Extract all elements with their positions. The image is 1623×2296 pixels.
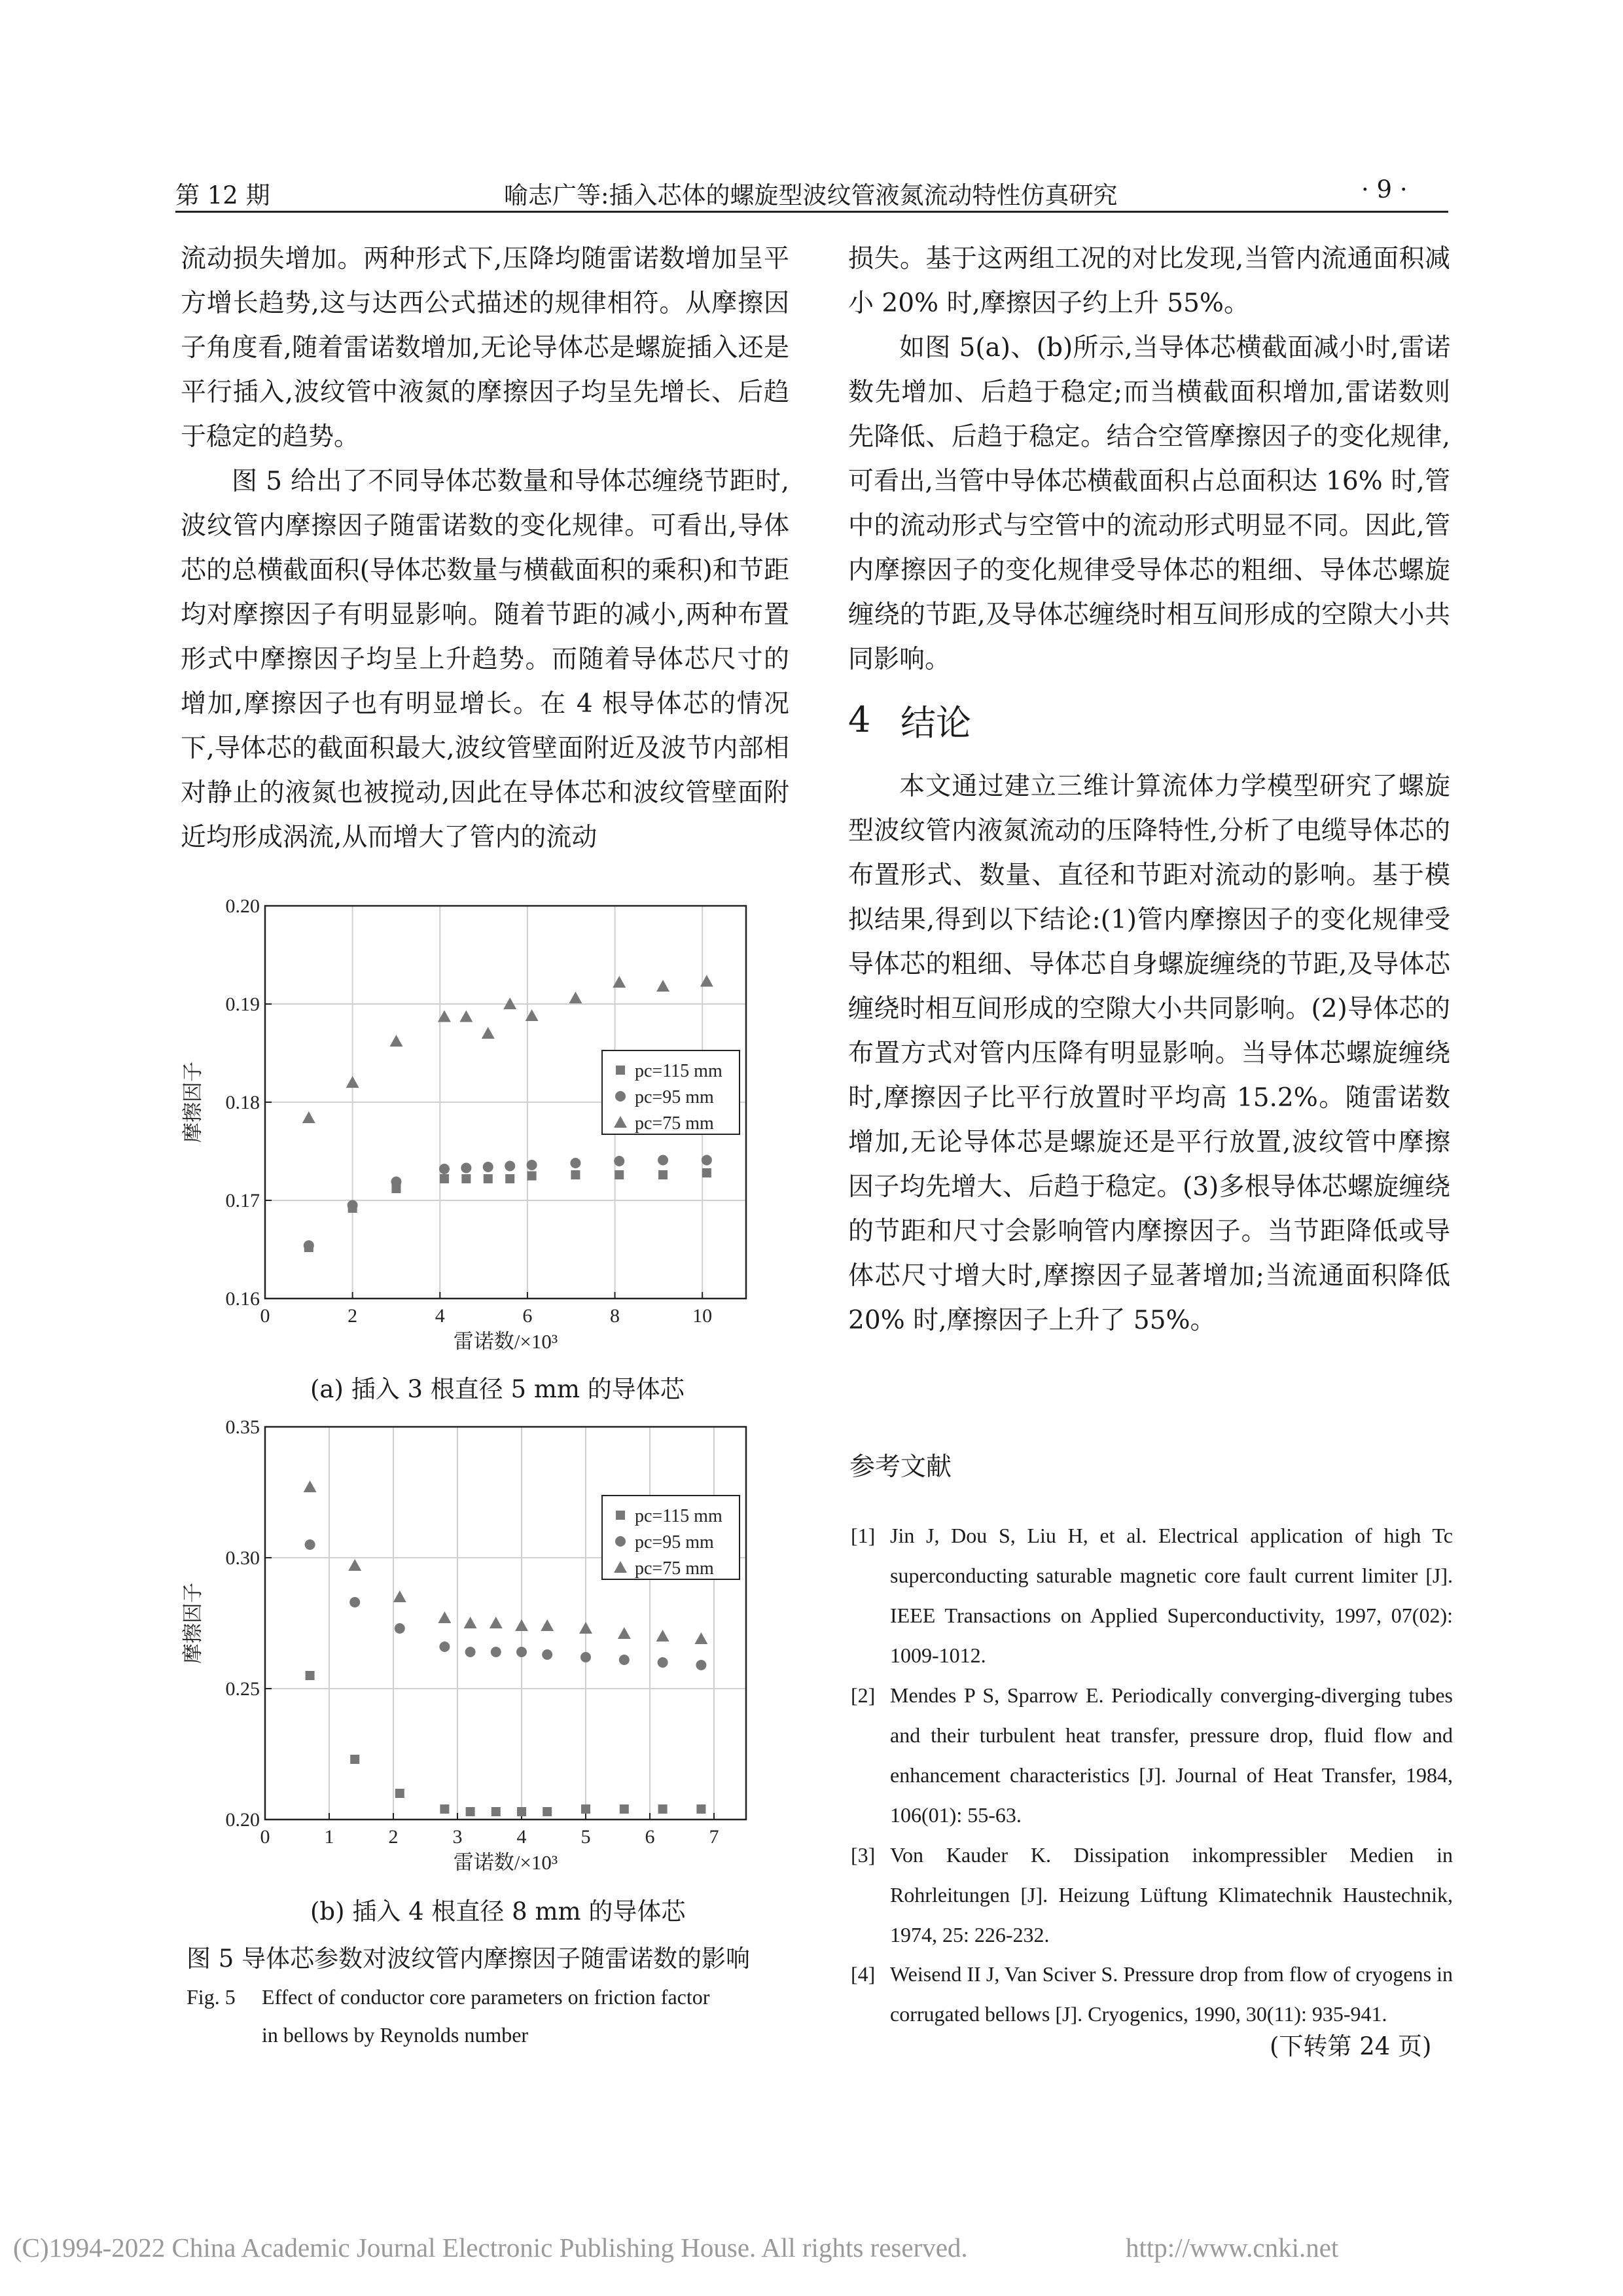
data-point <box>620 1804 629 1814</box>
y-tick-label: 0.35 <box>225 1420 260 1438</box>
data-point <box>619 1655 630 1665</box>
x-tick-label: 5 <box>580 1826 591 1848</box>
paragraph: 如图 5(a)、(b)所示,当导体芯横截面减小时,雷诺数先增加、后趋于稳定;而当横截面积增加,雷诺数则先降低、后趋于稳定。结合空管摩擦因子的变化规律,可看出,当管中导体芯横截面积占总面积达 16% 时,管中的流动形式与空管中的流动形式明显不同。因此,管内摩擦因子的变化规律受导体芯的粗细、导体芯螺旋缠绕的节距,及导体芯缠绕时相互间形成的空隙大小共同影响。 <box>848 333 1450 674</box>
data-point <box>395 1789 404 1798</box>
x-tick-label: 3 <box>452 1826 463 1848</box>
section-number: 4 <box>848 699 871 740</box>
reference-text: Mendes P S, Sparrow E. Periodically converging-diverging tubes and their turbulent heat transfer, pressure drop, fluid flow and enhancement characteristics [J]. Journal of Heat Transfer, 1984, 106(01): 55-63. <box>890 1683 1453 1827</box>
chart-b <box>177 1420 792 1878</box>
y-axis-label: 摩擦因子 <box>181 1062 204 1143</box>
x-tick-label: 2 <box>388 1826 399 1848</box>
data-point <box>571 1170 580 1179</box>
data-point <box>696 1804 705 1814</box>
data-point <box>346 1076 359 1088</box>
y-tick-label: 0.18 <box>225 1092 260 1113</box>
right-column-text <box>848 237 1450 682</box>
x-tick-label: 4 <box>516 1826 527 1848</box>
x-tick-label: 1 <box>324 1826 334 1848</box>
data-point <box>656 1630 669 1641</box>
figure-caption-cn: 图 5 导体芯参数对波纹管内摩擦因子随雷诺数的影响 <box>187 1945 751 1973</box>
data-point <box>543 1807 552 1816</box>
data-point <box>580 1652 591 1662</box>
continued-note: (下转第 24 页) <box>1270 2032 1432 2060</box>
data-point <box>348 1200 358 1211</box>
x-axis-label: 雷诺数/×10³ <box>453 1851 558 1874</box>
reference-number: [3] <box>851 1843 876 1867</box>
data-point <box>393 1590 406 1602</box>
y-tick-label: 0.16 <box>225 1288 260 1310</box>
data-point <box>304 1480 317 1492</box>
y-tick-label: 0.17 <box>225 1190 260 1211</box>
data-point <box>542 1649 552 1660</box>
legend-marker <box>616 1066 625 1075</box>
x-tick-label: 7 <box>709 1826 719 1848</box>
figure-caption-en-line2: in bellows by Reynolds number <box>262 2023 529 2047</box>
issue-number: 第 12 期 <box>175 181 270 209</box>
data-point <box>491 1647 501 1657</box>
data-point <box>505 1161 515 1172</box>
paragraph: 本文通过建立三维计算流体力学模型研究了螺旋型波纹管内液氮流动的压降特性,分析了电缆导体芯的布置形式、数量、直径和节距对流动的影响。基于模拟结果,得到以下结论:(1)管内摩擦因子的变化规律受导体芯的粗细、导体芯自身螺旋缠绕的节距,及导体芯缠绕时相互间形成的空隙大小共同影响。(2)导体芯的布置方式对管内压降有明显影响。当导体芯螺旋缠绕时,摩擦因子比平行放置时平均高 15.2%。随雷诺数增加,无论导体芯是螺旋还是平行放置,波纹管中摩擦因子均先增大、后趋于稳定。(3)多根导体芯螺旋缠绕的节距和尺寸会影响管内摩擦因子。当节距降低或导体芯尺寸增大时,摩擦因子显著增加;当流通面积降低 20% 时,摩擦因子上升了 55%。 <box>848 772 1450 1335</box>
reference-item <box>851 1676 1453 1827</box>
data-point <box>465 1647 476 1657</box>
data-point <box>517 1807 526 1816</box>
legend-marker <box>615 1536 626 1547</box>
data-point <box>656 980 669 992</box>
x-tick-label: 4 <box>435 1305 445 1327</box>
data-point <box>658 1804 668 1814</box>
data-point <box>696 1660 706 1670</box>
y-axis-label: 摩擦因子 <box>181 1583 204 1664</box>
data-point <box>440 1804 449 1814</box>
x-tick-label: 2 <box>348 1305 358 1327</box>
data-point <box>527 1172 537 1181</box>
x-tick-label: 0 <box>260 1305 270 1327</box>
reference-item <box>851 1516 1453 1667</box>
data-point <box>302 1111 315 1123</box>
reference-text: Weisend II J, Van Sciver S. Pressure drop from flow of cryogens in corrugated bellows [J]. Cryogenics, 1990, 30(11): 935-941. <box>890 1962 1453 2026</box>
data-point <box>527 1160 537 1170</box>
data-point <box>614 1156 624 1166</box>
data-point <box>515 1619 528 1631</box>
data-point <box>395 1623 405 1634</box>
x-tick-label: 6 <box>522 1305 533 1327</box>
paragraph: 损失。基于这两组工况的对比发现,当管内流通面积减小 20% 时,摩擦因子约上升 55%。 <box>848 244 1450 318</box>
legend-label: pc=75 mm <box>635 1558 714 1579</box>
data-point <box>440 1174 449 1183</box>
reference-number: [2] <box>851 1683 876 1707</box>
legend-label: pc=115 mm <box>635 1506 722 1526</box>
paragraph: 图 5 给出了不同导体芯数量和导体芯缠绕节距时,波纹管内摩擦因子随雷诺数的变化规律。可看出,导体芯的总横截面积(导体芯数量与横截面积的乘积)和节距均对摩擦因子有明显影响。随着节距的减小,两种布置形式中摩擦因子均呈上升趋势。而随着导体芯尺寸的增加,摩擦因子也有明显增长。在 4 根导体芯的情况下,导体芯的截面积最大,波纹管壁面附近及波节内部相对静止的液氮也被搅动,因此在导体芯和波纹管壁面附近均形成涡流,从而增大了管内的流动 <box>181 467 789 852</box>
data-point <box>350 1755 359 1764</box>
data-point <box>459 1011 473 1022</box>
data-point <box>464 1617 477 1628</box>
x-tick-label: 6 <box>645 1826 655 1848</box>
references-heading: 参考文献 <box>849 1452 952 1482</box>
reference-item <box>851 1835 1453 1960</box>
y-tick-label: 0.20 <box>225 1809 260 1831</box>
figure-caption-en-line1: Effect of conductor core parameters on friction factor <box>262 1985 710 2009</box>
data-point <box>484 1174 493 1183</box>
data-point <box>702 1168 711 1177</box>
data-point <box>304 1240 314 1251</box>
data-point <box>615 1170 624 1179</box>
data-point <box>570 1158 580 1168</box>
data-point <box>439 1641 450 1652</box>
caption-a: (a) 插入 3 根直径 5 mm 的导体芯 <box>310 1375 685 1403</box>
reference-number: [1] <box>851 1524 876 1547</box>
left-column-text <box>181 237 789 860</box>
data-point <box>348 1559 361 1571</box>
chart-a <box>177 897 792 1368</box>
data-point <box>658 1657 668 1668</box>
y-tick-label: 0.20 <box>225 897 260 917</box>
x-tick-label: 8 <box>610 1305 620 1327</box>
data-point <box>581 1804 590 1814</box>
data-point <box>439 1164 450 1174</box>
copyright-notice: (C)1994-2022 China Academic Journal Electronic Publishing House. All rights reserved. <box>13 2233 968 2263</box>
plot-frame <box>265 1427 746 1820</box>
paragraph: 流动损失增加。两种形式下,压降均随雷诺数增加呈平方增长趋势,这与达西公式描述的规律相符。从摩擦因子角度看,随着雷诺数增加,无论导体芯是螺旋插入还是平行插入,波纹管中液氮的摩擦因子均呈先增长、后趋于稳定的趋势。 <box>181 244 789 452</box>
legend-label: pc=95 mm <box>635 1532 714 1552</box>
data-point <box>702 1155 712 1166</box>
data-point <box>579 1622 592 1634</box>
data-point <box>516 1647 527 1657</box>
caption-b: (b) 插入 4 根直径 8 mm 的导体芯 <box>310 1897 686 1926</box>
data-point <box>349 1597 360 1607</box>
conclusion-text <box>848 764 1450 1343</box>
page-number: · 9 · <box>1361 175 1408 204</box>
data-point <box>694 1632 707 1644</box>
data-point <box>541 1619 554 1631</box>
data-point <box>569 992 582 1003</box>
data-point <box>389 1035 402 1047</box>
data-point <box>305 1539 315 1550</box>
data-point <box>658 1155 668 1166</box>
data-point <box>505 1174 514 1183</box>
data-point <box>491 1807 501 1816</box>
x-axis-label: 雷诺数/×10³ <box>453 1330 558 1353</box>
data-point <box>658 1170 668 1179</box>
data-point <box>438 1611 451 1623</box>
data-point <box>618 1627 631 1639</box>
reference-text: Jin J, Dou S, Liu H, et al. Electrical application of high Tc superconducting saturable magnetic core fault current limiter [J]. IEEE Transactions on Applied Superconductivity, 1997, 07(02): 1009-1012. <box>890 1524 1453 1667</box>
data-point <box>466 1807 475 1816</box>
x-tick-label: 10 <box>692 1305 713 1327</box>
figure-caption-en-label: Fig. 5 <box>187 1985 236 2009</box>
running-title: 喻志广等:插入芯体的螺旋型波纹管液氮流动特性仿真研究 <box>504 181 1118 209</box>
data-point <box>482 1027 495 1039</box>
data-point <box>490 1617 503 1628</box>
reference-number: [4] <box>851 1962 876 1986</box>
reference-text: Von Kauder K. Dissipation inkompressibler Medien in Rohrleitungen [J]. Heizung Lüftung Klimatechnik Haustechnik, 1974, 25: 226-232. <box>890 1843 1453 1946</box>
legend-label: pc=115 mm <box>635 1061 722 1081</box>
y-tick-label: 0.30 <box>225 1547 260 1569</box>
data-point <box>391 1177 401 1187</box>
section-title: 结论 <box>901 702 971 744</box>
data-point <box>461 1174 471 1183</box>
legend-label: pc=95 mm <box>635 1087 714 1107</box>
data-point <box>306 1671 315 1680</box>
data-point <box>461 1163 471 1174</box>
x-tick-label: 0 <box>260 1826 270 1848</box>
footer-url[interactable]: http://www.cnki.net <box>1126 2233 1339 2263</box>
header-rule <box>175 211 1448 213</box>
y-tick-label: 0.19 <box>225 994 260 1015</box>
legend-label: pc=75 mm <box>635 1113 714 1134</box>
y-tick-label: 0.25 <box>225 1678 260 1700</box>
legend-marker <box>615 1091 626 1102</box>
legend-marker <box>616 1511 625 1520</box>
data-point <box>483 1162 493 1172</box>
